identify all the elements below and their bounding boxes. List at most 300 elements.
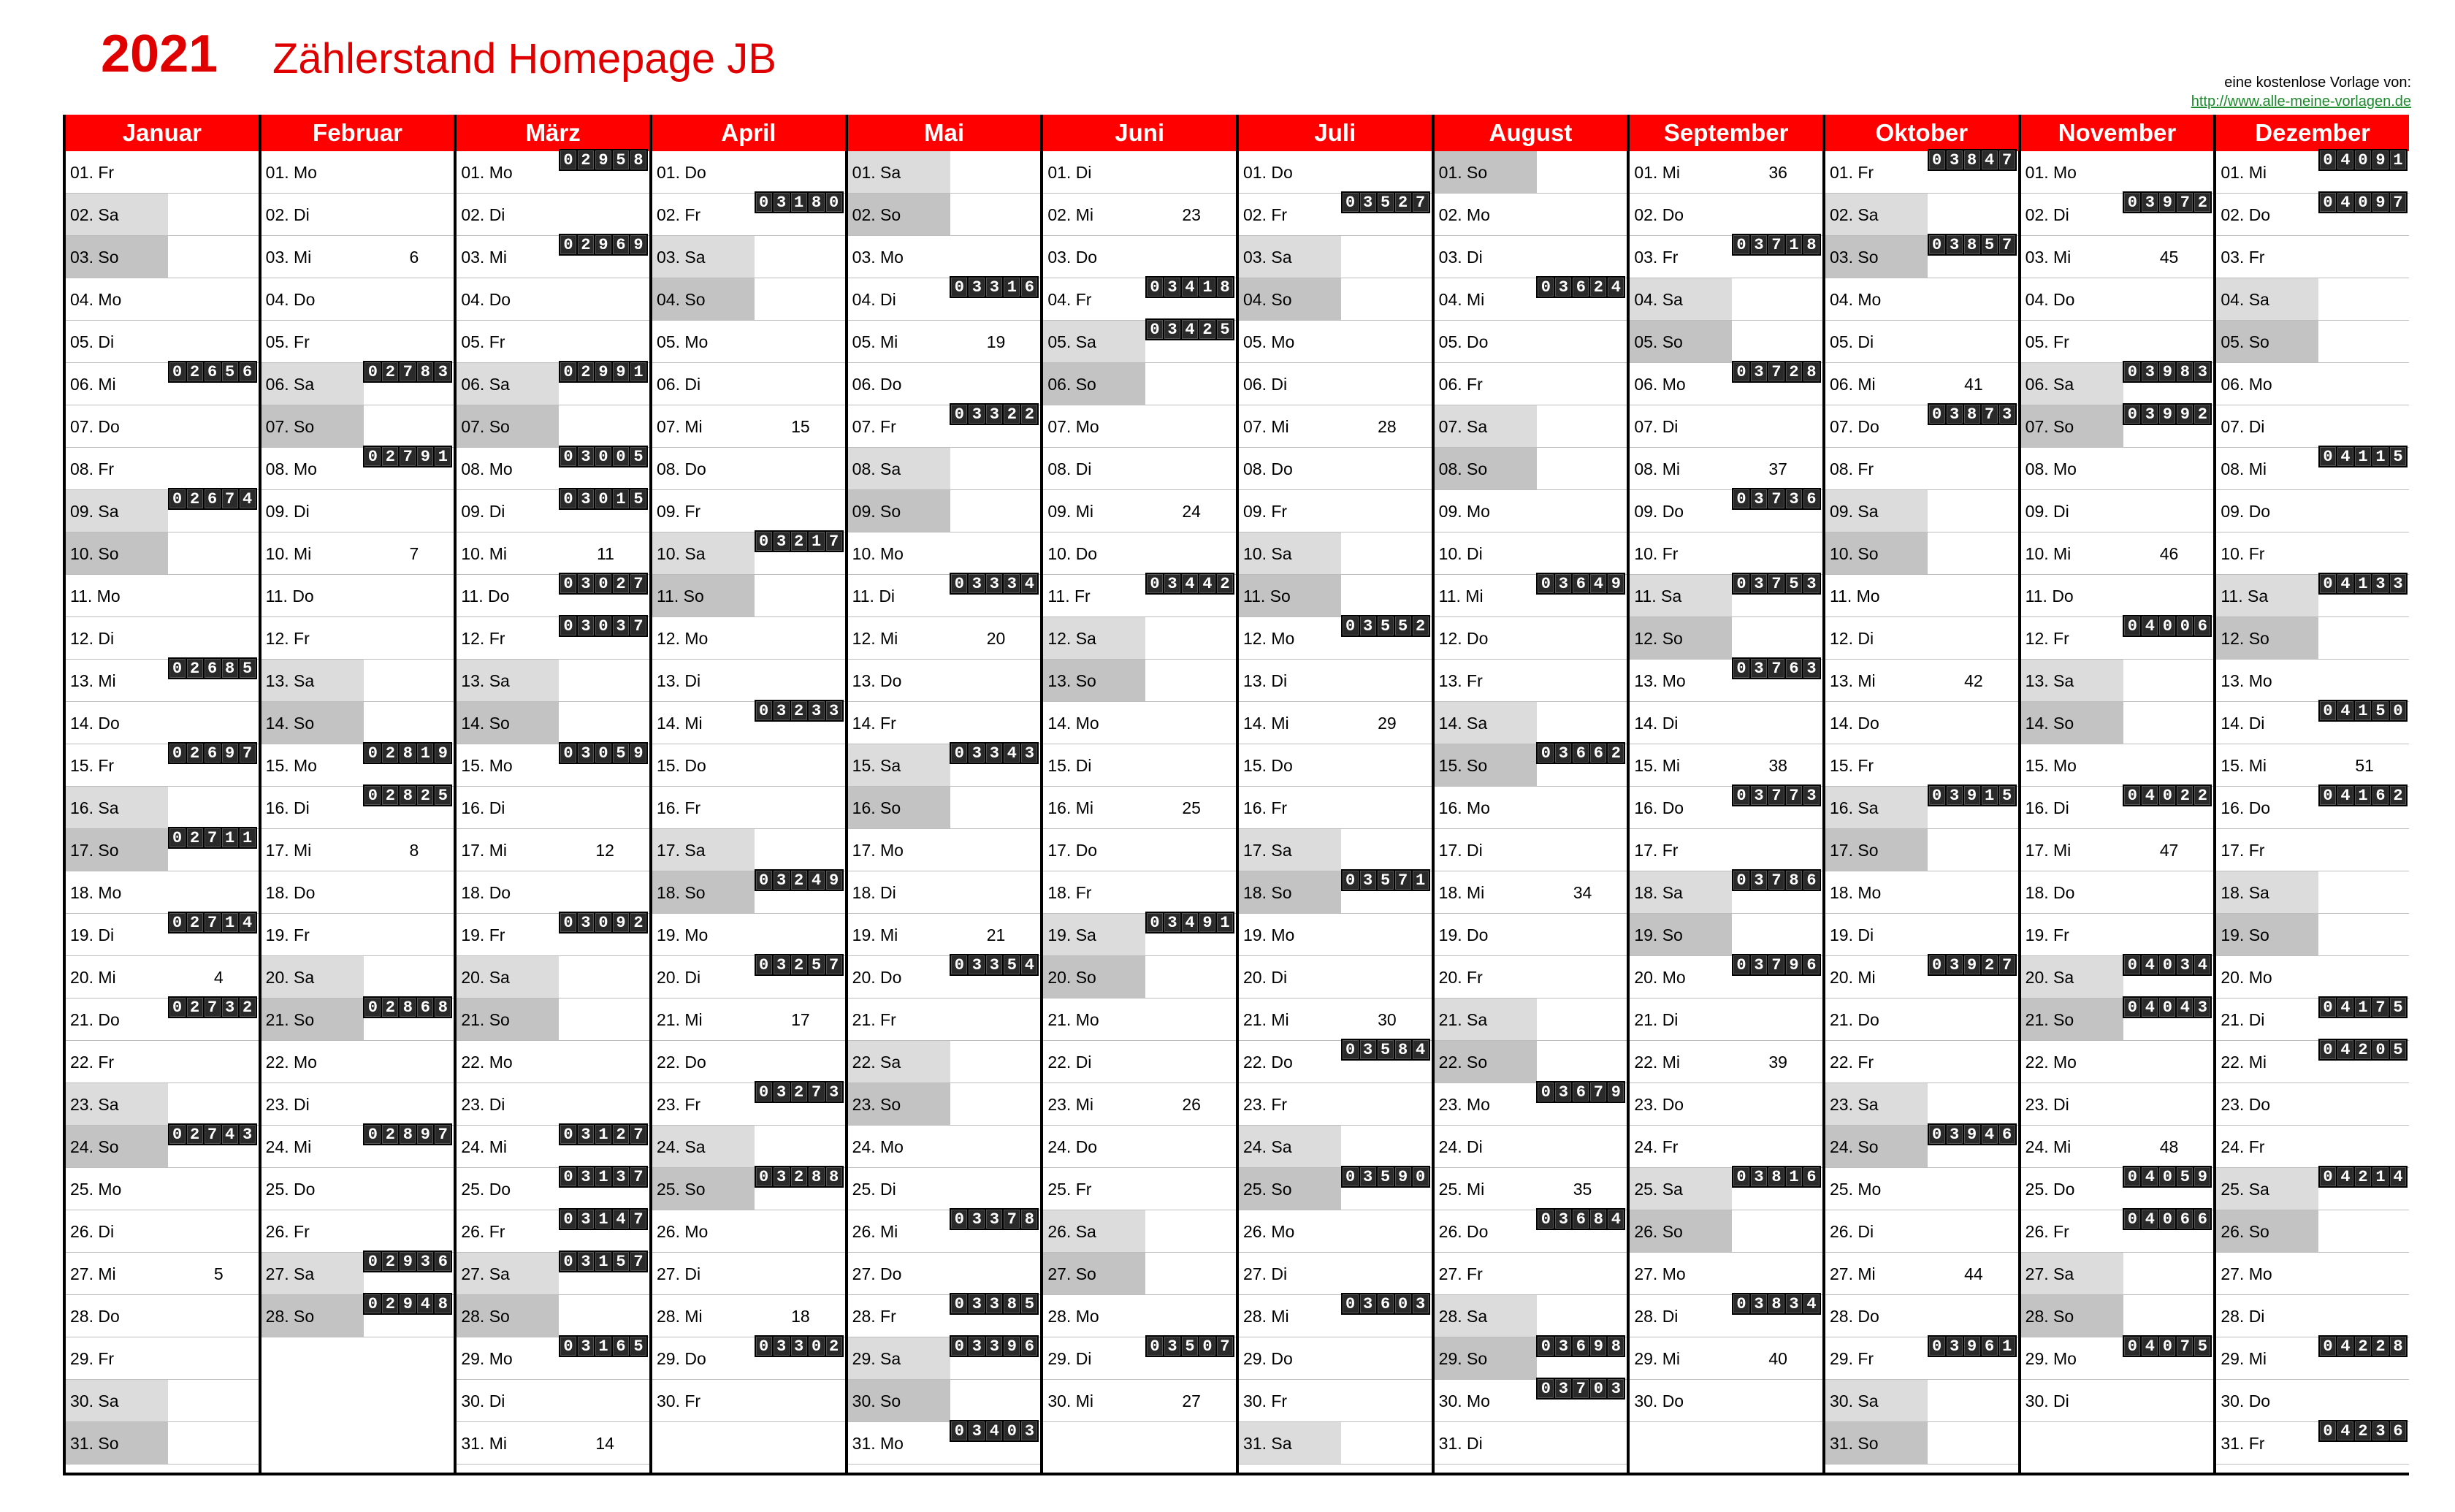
day-row[interactable] [1435, 1126, 1627, 1168]
day-row[interactable] [1239, 1253, 1432, 1295]
day-row[interactable] [1043, 1380, 1236, 1422]
day-row[interactable] [261, 660, 454, 702]
day-row[interactable] [1435, 151, 1627, 194]
day-row[interactable] [261, 1210, 454, 1253]
day-row[interactable] [2021, 787, 2214, 829]
day-row[interactable] [2216, 787, 2409, 829]
day-row[interactable] [1239, 871, 1432, 914]
day-row[interactable] [1825, 914, 2018, 956]
day-row[interactable] [457, 1422, 649, 1465]
day-row[interactable] [261, 1295, 454, 1337]
day-row[interactable] [1435, 1295, 1627, 1337]
day-row[interactable] [848, 405, 1041, 448]
day-row[interactable] [2216, 871, 2409, 914]
day-row[interactable] [457, 1210, 649, 1253]
day-row[interactable] [457, 236, 649, 278]
day-row[interactable] [2021, 1168, 2214, 1210]
day-row[interactable] [1435, 1380, 1627, 1422]
day-row[interactable] [1239, 1126, 1432, 1168]
day-row[interactable] [652, 532, 845, 575]
day-row[interactable] [1630, 660, 1822, 702]
day-row[interactable] [848, 999, 1041, 1041]
day-row[interactable] [1825, 787, 2018, 829]
day-row[interactable] [652, 490, 845, 532]
day-row[interactable] [1043, 1337, 1236, 1380]
day-row[interactable] [1239, 1083, 1432, 1126]
day-row[interactable] [652, 575, 845, 617]
day-row[interactable] [457, 1380, 649, 1422]
day-row[interactable] [652, 914, 845, 956]
day-row[interactable] [1630, 787, 1822, 829]
day-row[interactable] [1435, 321, 1627, 363]
day-row[interactable] [1043, 1210, 1236, 1253]
day-row[interactable] [2216, 151, 2409, 194]
day-row[interactable] [66, 448, 259, 490]
day-row[interactable] [457, 999, 649, 1041]
day-row[interactable] [848, 1337, 1041, 1380]
day-row[interactable] [1043, 744, 1236, 787]
day-row[interactable] [457, 151, 649, 194]
day-row[interactable] [2021, 1253, 2214, 1295]
day-row[interactable] [1043, 278, 1236, 321]
day-row[interactable] [1825, 829, 2018, 871]
day-row[interactable] [1043, 236, 1236, 278]
day-row[interactable] [2216, 914, 2409, 956]
day-row[interactable] [2216, 1337, 2409, 1380]
day-row[interactable] [1043, 702, 1236, 744]
day-row[interactable] [1630, 194, 1822, 236]
day-row[interactable] [1630, 1337, 1822, 1380]
day-row[interactable] [1630, 151, 1822, 194]
day-row[interactable] [2216, 1083, 2409, 1126]
day-row[interactable] [1825, 448, 2018, 490]
day-row[interactable] [1825, 1253, 2018, 1295]
day-row[interactable] [1043, 1253, 1236, 1295]
day-row[interactable] [66, 1422, 259, 1465]
day-row[interactable] [66, 405, 259, 448]
day-row[interactable] [848, 617, 1041, 660]
day-row[interactable] [66, 1295, 259, 1337]
day-row[interactable] [652, 871, 845, 914]
day-row[interactable] [1043, 1168, 1236, 1210]
day-row[interactable] [1435, 744, 1627, 787]
day-row[interactable] [848, 278, 1041, 321]
day-row[interactable] [1043, 575, 1236, 617]
day-row[interactable] [652, 151, 845, 194]
day-row[interactable] [2216, 1253, 2409, 1295]
day-row[interactable] [2216, 575, 2409, 617]
day-row[interactable] [652, 1168, 845, 1210]
day-row[interactable] [261, 871, 454, 914]
day-row[interactable] [1630, 448, 1822, 490]
day-row[interactable] [66, 1126, 259, 1168]
day-row[interactable] [261, 151, 454, 194]
day-row[interactable] [1825, 278, 2018, 321]
day-row[interactable] [66, 744, 259, 787]
day-row[interactable] [66, 660, 259, 702]
day-row[interactable] [66, 829, 259, 871]
day-row[interactable] [2021, 194, 2214, 236]
day-row[interactable] [1630, 321, 1822, 363]
day-row[interactable] [1239, 956, 1432, 999]
day-row[interactable] [2021, 532, 2214, 575]
day-row[interactable] [848, 1041, 1041, 1083]
day-row[interactable] [457, 1083, 649, 1126]
day-row[interactable] [1825, 575, 2018, 617]
day-row[interactable] [1630, 956, 1822, 999]
day-row[interactable] [66, 1380, 259, 1422]
day-row[interactable] [848, 363, 1041, 405]
day-row[interactable] [2021, 151, 2214, 194]
day-row[interactable] [1239, 405, 1432, 448]
day-row[interactable] [66, 532, 259, 575]
day-row[interactable] [66, 956, 259, 999]
day-row[interactable] [457, 575, 649, 617]
day-row[interactable] [1825, 617, 2018, 660]
day-row[interactable] [2216, 1126, 2409, 1168]
day-row[interactable] [261, 278, 454, 321]
day-row[interactable] [652, 194, 845, 236]
day-row[interactable] [66, 321, 259, 363]
day-row[interactable] [1630, 1083, 1822, 1126]
day-row[interactable] [652, 405, 845, 448]
day-row[interactable] [1630, 1380, 1822, 1422]
day-row[interactable] [457, 1295, 649, 1337]
day-row[interactable] [1825, 702, 2018, 744]
day-row[interactable] [2216, 702, 2409, 744]
day-row[interactable] [2021, 236, 2214, 278]
day-row[interactable] [1825, 660, 2018, 702]
day-row[interactable] [1435, 871, 1627, 914]
day-row[interactable] [848, 1168, 1041, 1210]
day-row[interactable] [261, 194, 454, 236]
day-row[interactable] [1239, 278, 1432, 321]
day-row[interactable] [2021, 1380, 2214, 1422]
day-row[interactable] [2021, 1083, 2214, 1126]
day-row[interactable] [1239, 999, 1432, 1041]
day-row[interactable] [1239, 1168, 1432, 1210]
day-row[interactable] [2021, 871, 2214, 914]
day-row[interactable] [848, 532, 1041, 575]
day-row[interactable] [848, 1380, 1041, 1422]
day-row[interactable] [1435, 575, 1627, 617]
day-row[interactable] [1630, 744, 1822, 787]
day-row[interactable] [66, 575, 259, 617]
day-row[interactable] [2216, 194, 2409, 236]
day-row[interactable] [652, 321, 845, 363]
day-row[interactable] [457, 278, 649, 321]
day-row[interactable] [1239, 151, 1432, 194]
day-row[interactable] [1435, 999, 1627, 1041]
day-row[interactable] [652, 1210, 845, 1253]
day-row[interactable] [1043, 660, 1236, 702]
day-row[interactable] [1435, 278, 1627, 321]
day-row[interactable] [848, 829, 1041, 871]
day-row[interactable] [1630, 1126, 1822, 1168]
day-row[interactable] [1239, 575, 1432, 617]
day-row[interactable] [66, 914, 259, 956]
day-row[interactable] [1435, 1253, 1627, 1295]
day-row[interactable] [66, 999, 259, 1041]
day-row[interactable] [2021, 914, 2214, 956]
day-row[interactable] [848, 321, 1041, 363]
day-row[interactable] [1239, 1380, 1432, 1422]
day-row[interactable] [1043, 1041, 1236, 1083]
day-row[interactable] [1825, 194, 2018, 236]
day-row[interactable] [66, 1210, 259, 1253]
day-row[interactable] [2216, 660, 2409, 702]
day-row[interactable] [1239, 1210, 1432, 1253]
day-row[interactable] [1435, 787, 1627, 829]
day-row[interactable] [66, 787, 259, 829]
day-row[interactable] [66, 490, 259, 532]
day-row[interactable] [66, 1168, 259, 1210]
day-row[interactable] [261, 321, 454, 363]
day-row[interactable] [1239, 532, 1432, 575]
day-row[interactable] [1239, 194, 1432, 236]
day-row[interactable] [66, 1253, 259, 1295]
day-row[interactable] [652, 1380, 845, 1422]
day-row[interactable] [457, 787, 649, 829]
day-row[interactable] [457, 1041, 649, 1083]
day-row[interactable] [457, 1253, 649, 1295]
day-row[interactable] [1435, 914, 1627, 956]
day-row[interactable] [457, 829, 649, 871]
day-row[interactable] [1239, 1295, 1432, 1337]
day-row[interactable] [457, 321, 649, 363]
day-row[interactable] [1825, 1337, 2018, 1380]
day-row[interactable] [1435, 1210, 1627, 1253]
day-row[interactable] [1630, 871, 1822, 914]
day-row[interactable] [652, 744, 845, 787]
day-row[interactable] [457, 448, 649, 490]
day-row[interactable] [1825, 1041, 2018, 1083]
day-row[interactable] [261, 1126, 454, 1168]
day-row[interactable] [2021, 744, 2214, 787]
day-row[interactable] [2021, 405, 2214, 448]
day-row[interactable] [2216, 744, 2409, 787]
day-row[interactable] [2216, 1041, 2409, 1083]
day-row[interactable] [261, 1168, 454, 1210]
day-row[interactable] [261, 617, 454, 660]
day-row[interactable] [2021, 702, 2214, 744]
day-row[interactable] [848, 1253, 1041, 1295]
day-row[interactable] [652, 617, 845, 660]
day-row[interactable] [1630, 490, 1822, 532]
day-row[interactable] [1239, 321, 1432, 363]
day-row[interactable] [1435, 1337, 1627, 1380]
day-row[interactable] [66, 194, 259, 236]
day-row[interactable] [2216, 956, 2409, 999]
day-row[interactable] [1043, 1295, 1236, 1337]
day-row[interactable] [1825, 1380, 2018, 1422]
day-row[interactable] [457, 744, 649, 787]
day-row[interactable] [2021, 321, 2214, 363]
day-row[interactable] [1239, 490, 1432, 532]
day-row[interactable] [1435, 617, 1627, 660]
day-row[interactable] [2021, 1041, 2214, 1083]
day-row[interactable] [652, 999, 845, 1041]
day-row[interactable] [1825, 1083, 2018, 1126]
day-row[interactable] [457, 490, 649, 532]
day-row[interactable] [1630, 575, 1822, 617]
day-row[interactable] [652, 829, 845, 871]
day-row[interactable] [652, 1295, 845, 1337]
day-row[interactable] [261, 1041, 454, 1083]
day-row[interactable] [261, 363, 454, 405]
day-row[interactable] [2216, 532, 2409, 575]
day-row[interactable] [261, 405, 454, 448]
day-row[interactable] [1043, 914, 1236, 956]
day-row[interactable] [848, 914, 1041, 956]
day-row[interactable] [2021, 278, 2214, 321]
day-row[interactable] [2021, 490, 2214, 532]
day-row[interactable] [1435, 405, 1627, 448]
day-row[interactable] [457, 702, 649, 744]
day-row[interactable] [1239, 1337, 1432, 1380]
day-row[interactable] [261, 999, 454, 1041]
day-row[interactable] [652, 1041, 845, 1083]
day-row[interactable] [848, 575, 1041, 617]
day-row[interactable] [1630, 363, 1822, 405]
day-row[interactable] [457, 871, 649, 914]
day-row[interactable] [66, 871, 259, 914]
day-row[interactable] [66, 1083, 259, 1126]
day-row[interactable] [66, 278, 259, 321]
day-row[interactable] [1630, 999, 1822, 1041]
day-row[interactable] [1630, 1210, 1822, 1253]
day-row[interactable] [848, 956, 1041, 999]
day-row[interactable] [2216, 363, 2409, 405]
day-row[interactable] [2216, 405, 2409, 448]
day-row[interactable] [848, 1295, 1041, 1337]
day-row[interactable] [2216, 278, 2409, 321]
day-row[interactable] [1239, 236, 1432, 278]
day-row[interactable] [848, 490, 1041, 532]
day-row[interactable] [261, 490, 454, 532]
day-row[interactable] [2021, 956, 2214, 999]
day-row[interactable] [652, 787, 845, 829]
day-row[interactable] [457, 914, 649, 956]
day-row[interactable] [1043, 829, 1236, 871]
day-row[interactable] [1043, 1126, 1236, 1168]
day-row[interactable] [848, 871, 1041, 914]
day-row[interactable] [457, 1168, 649, 1210]
day-row[interactable] [1825, 871, 2018, 914]
day-row[interactable] [848, 1422, 1041, 1465]
day-row[interactable] [66, 151, 259, 194]
day-row[interactable] [261, 787, 454, 829]
day-row[interactable] [1825, 151, 2018, 194]
day-row[interactable] [1435, 490, 1627, 532]
day-row[interactable] [1435, 194, 1627, 236]
day-row[interactable] [652, 278, 845, 321]
day-row[interactable] [457, 660, 649, 702]
day-row[interactable] [1239, 702, 1432, 744]
day-row[interactable] [2216, 490, 2409, 532]
day-row[interactable] [652, 236, 845, 278]
day-row[interactable] [1043, 405, 1236, 448]
day-row[interactable] [652, 702, 845, 744]
day-row[interactable] [1630, 702, 1822, 744]
day-row[interactable] [2216, 236, 2409, 278]
day-row[interactable] [2021, 999, 2214, 1041]
day-row[interactable] [457, 363, 649, 405]
day-row[interactable] [1825, 999, 2018, 1041]
day-row[interactable] [2216, 321, 2409, 363]
day-row[interactable] [261, 744, 454, 787]
day-row[interactable] [652, 1126, 845, 1168]
day-row[interactable] [1825, 1126, 2018, 1168]
day-row[interactable] [1630, 405, 1822, 448]
day-row[interactable] [2216, 448, 2409, 490]
day-row[interactable] [1630, 1295, 1822, 1337]
day-row[interactable] [261, 914, 454, 956]
day-row[interactable] [1630, 617, 1822, 660]
day-row[interactable] [2021, 1295, 2214, 1337]
day-row[interactable] [1043, 871, 1236, 914]
day-row[interactable] [1825, 532, 2018, 575]
day-row[interactable] [1825, 1295, 2018, 1337]
day-row[interactable] [1239, 363, 1432, 405]
day-row[interactable] [66, 702, 259, 744]
day-row[interactable] [1825, 1422, 2018, 1465]
day-row[interactable] [1825, 321, 2018, 363]
day-row[interactable] [848, 1083, 1041, 1126]
day-row[interactable] [1630, 236, 1822, 278]
day-row[interactable] [1630, 1041, 1822, 1083]
day-row[interactable] [848, 236, 1041, 278]
day-row[interactable] [1435, 1168, 1627, 1210]
day-row[interactable] [2216, 1380, 2409, 1422]
day-row[interactable] [2216, 617, 2409, 660]
day-row[interactable] [1043, 151, 1236, 194]
day-row[interactable] [2216, 999, 2409, 1041]
day-row[interactable] [848, 787, 1041, 829]
day-row[interactable] [457, 1337, 649, 1380]
day-row[interactable] [1435, 532, 1627, 575]
day-row[interactable] [1435, 1422, 1627, 1465]
day-row[interactable] [1435, 363, 1627, 405]
day-row[interactable] [1043, 999, 1236, 1041]
day-row[interactable] [2021, 363, 2214, 405]
day-row[interactable] [1825, 363, 2018, 405]
day-row[interactable] [2216, 829, 2409, 871]
day-row[interactable] [1435, 829, 1627, 871]
day-row[interactable] [1043, 617, 1236, 660]
day-row[interactable] [261, 532, 454, 575]
day-row[interactable] [2216, 1210, 2409, 1253]
day-row[interactable] [1825, 236, 2018, 278]
day-row[interactable] [457, 532, 649, 575]
day-row[interactable] [1435, 660, 1627, 702]
day-row[interactable] [2216, 1295, 2409, 1337]
day-row[interactable] [848, 702, 1041, 744]
day-row[interactable] [2021, 1126, 2214, 1168]
day-row[interactable] [1630, 914, 1822, 956]
day-row[interactable] [1043, 532, 1236, 575]
day-row[interactable] [652, 956, 845, 999]
day-row[interactable] [2021, 448, 2214, 490]
day-row[interactable] [652, 1253, 845, 1295]
day-row[interactable] [457, 1126, 649, 1168]
day-row[interactable] [457, 405, 649, 448]
day-row[interactable] [457, 956, 649, 999]
day-row[interactable] [261, 448, 454, 490]
day-row[interactable] [2021, 1210, 2214, 1253]
day-row[interactable] [1435, 448, 1627, 490]
day-row[interactable] [1630, 829, 1822, 871]
